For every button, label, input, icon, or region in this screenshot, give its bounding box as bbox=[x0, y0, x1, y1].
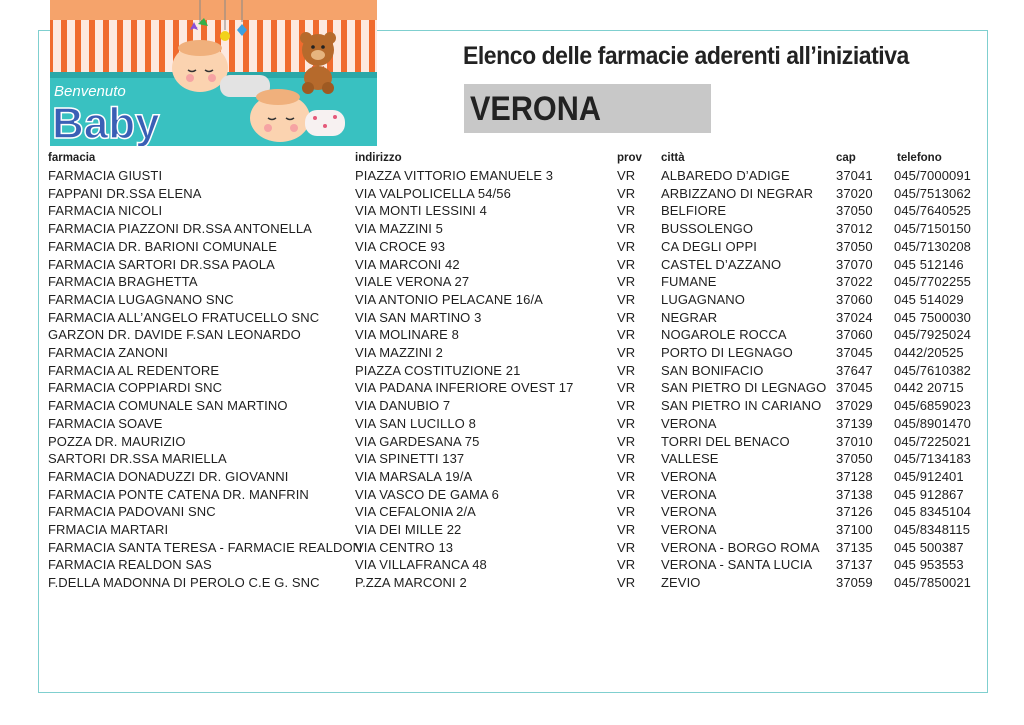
cell-citta: CASTEL D’AZZANO bbox=[661, 256, 782, 272]
cell-farmacia: FARMACIA NICOLI bbox=[48, 203, 163, 219]
cell-indirizzo: VIA SPINETTI 137 bbox=[355, 451, 465, 467]
cell-cap: 37059 bbox=[836, 575, 873, 591]
cell-indirizzo: P.ZZA MARCONI 2 bbox=[355, 575, 467, 591]
cell-farmacia: FARMACIA SANTA TERESA - FARMACIE REALDON bbox=[48, 539, 363, 555]
cell-cap: 37029 bbox=[836, 398, 873, 414]
cell-farmacia: SARTORI DR.SSA MARIELLA bbox=[48, 451, 227, 467]
city-box bbox=[464, 84, 711, 133]
table-row bbox=[0, 540, 1024, 558]
cell-telefono: 045/7000091 bbox=[894, 168, 972, 183]
cell-farmacia: POZZA DR. MAURIZIO bbox=[48, 433, 186, 449]
cell-indirizzo: VIA VILLAFRANCA 48 bbox=[355, 557, 487, 573]
cell-telefono: 045/7925024 bbox=[894, 327, 972, 343]
table-row bbox=[0, 363, 1024, 381]
cell-citta: VERONA bbox=[661, 522, 717, 537]
cell-citta: ALBAREDO D’ADIGE bbox=[661, 168, 790, 183]
cell-farmacia: GARZON DR. DAVIDE F.SAN LEONARDO bbox=[48, 327, 301, 343]
table-row bbox=[0, 487, 1024, 505]
cell-telefono: 045/7134183 bbox=[894, 451, 972, 467]
cell-prov: VR bbox=[617, 380, 636, 396]
cell-citta: SAN PIETRO DI LEGNAGO bbox=[661, 380, 827, 396]
cell-citta: SAN PIETRO IN CARIANO bbox=[661, 398, 822, 414]
cell-citta: ZEVIO bbox=[661, 575, 701, 591]
cell-citta: ARBIZZANO DI NEGRAR bbox=[661, 185, 814, 201]
cell-farmacia: FARMACIA LUGAGNANO SNC bbox=[48, 291, 234, 307]
cell-cap: 37135 bbox=[836, 539, 873, 555]
cell-indirizzo: VIA DEI MILLE 22 bbox=[355, 522, 462, 537]
cell-farmacia: FAPPANI DR.SSA ELENA bbox=[48, 185, 202, 201]
cell-farmacia: FRMACIA MARTARI bbox=[48, 522, 169, 537]
cell-indirizzo: VIA PADANA INFERIORE OVEST 17 bbox=[355, 380, 574, 396]
cell-prov: VR bbox=[617, 557, 636, 573]
cell-telefono: 0442/20525 bbox=[894, 345, 964, 360]
cell-telefono: 0442 20715 bbox=[894, 380, 964, 396]
cell-indirizzo: VIA CEFALONIA 2/A bbox=[355, 504, 476, 520]
cell-cap: 37050 bbox=[836, 238, 873, 254]
cell-indirizzo: VIA ANTONIO PELACANE 16/A bbox=[355, 291, 543, 307]
cell-indirizzo: VIA MARSALA 19/A bbox=[355, 468, 473, 484]
cell-telefono: 045/7150150 bbox=[894, 221, 972, 237]
table-row bbox=[0, 434, 1024, 452]
cell-cap: 37070 bbox=[836, 256, 873, 272]
cell-citta: FUMANE bbox=[661, 274, 717, 290]
cell-citta: VERONA bbox=[661, 415, 717, 431]
cell-cap: 37050 bbox=[836, 451, 873, 467]
table-row bbox=[0, 221, 1024, 239]
cell-farmacia: FARMACIA ALL’ANGELO FRATUCELLO SNC bbox=[48, 309, 320, 325]
cell-farmacia: FARMACIA COPPIARDI SNC bbox=[48, 380, 223, 396]
table-row bbox=[0, 186, 1024, 204]
cell-cap: 37060 bbox=[836, 291, 873, 307]
cell-citta: TORRI DEL BENACO bbox=[661, 433, 790, 449]
cell-telefono: 045/7513062 bbox=[894, 185, 972, 201]
cell-cap: 37100 bbox=[836, 522, 873, 537]
table-row bbox=[0, 168, 1024, 186]
cell-prov: VR bbox=[617, 522, 636, 537]
cell-prov: VR bbox=[617, 168, 636, 183]
cell-farmacia: FARMACIA BRAGHETTA bbox=[48, 274, 198, 290]
cell-indirizzo: VIA GARDESANA 75 bbox=[355, 433, 480, 449]
header-citta: città bbox=[661, 152, 685, 164]
cell-cap: 37138 bbox=[836, 486, 873, 502]
cell-indirizzo: VIA SAN LUCILLO 8 bbox=[355, 415, 476, 431]
table-row bbox=[0, 416, 1024, 434]
banner-baby-text: Baby bbox=[52, 99, 160, 146]
cell-indirizzo: VIA MAZZINI 2 bbox=[355, 345, 443, 360]
cell-cap: 37128 bbox=[836, 468, 873, 484]
cell-farmacia: FARMACIA REALDON SAS bbox=[48, 557, 212, 573]
cell-citta: BELFIORE bbox=[661, 203, 727, 219]
cell-farmacia: F.DELLA MADONNA DI PEROLO C.E G. SNC bbox=[48, 575, 320, 591]
table-row bbox=[0, 451, 1024, 469]
cell-prov: VR bbox=[617, 575, 636, 591]
cell-citta: SAN BONIFACIO bbox=[661, 362, 764, 378]
cell-cap: 37126 bbox=[836, 504, 873, 520]
table-row bbox=[0, 380, 1024, 398]
cell-cap: 37137 bbox=[836, 557, 873, 573]
cell-farmacia: FARMACIA PIAZZONI DR.SSA ANTONELLA bbox=[48, 221, 312, 237]
table-header bbox=[0, 152, 1024, 170]
cell-indirizzo: VIA DANUBIO 7 bbox=[355, 398, 451, 414]
cell-cap: 37647 bbox=[836, 362, 873, 378]
cell-cap: 37024 bbox=[836, 309, 873, 325]
cell-cap: 37050 bbox=[836, 203, 873, 219]
cell-prov: VR bbox=[617, 309, 636, 325]
cell-cap: 37010 bbox=[836, 433, 873, 449]
cell-prov: VR bbox=[617, 433, 636, 449]
cell-citta: CA DEGLI OPPI bbox=[661, 238, 757, 254]
cell-prov: VR bbox=[617, 238, 636, 254]
cell-indirizzo: VIA MONTI LESSINI 4 bbox=[355, 203, 487, 219]
cell-telefono: 045/8348115 bbox=[894, 522, 971, 537]
cell-citta: PORTO DI LEGNAGO bbox=[661, 345, 793, 360]
cell-telefono: 045 500387 bbox=[894, 539, 964, 555]
cell-indirizzo: VIA VASCO DE GAMA 6 bbox=[355, 486, 499, 502]
cell-prov: VR bbox=[617, 345, 636, 360]
cell-prov: VR bbox=[617, 185, 636, 201]
cell-indirizzo: PIAZZA VITTORIO EMANUELE 3 bbox=[355, 168, 554, 183]
cell-farmacia: FARMACIA ZANONI bbox=[48, 345, 168, 360]
header-cap: cap bbox=[836, 152, 856, 164]
cell-citta: VALLESE bbox=[661, 451, 719, 467]
cell-prov: VR bbox=[617, 415, 636, 431]
welcome-baby-banner bbox=[50, 0, 377, 146]
cell-prov: VR bbox=[617, 362, 636, 378]
cell-farmacia: FARMACIA SOAVE bbox=[48, 415, 163, 431]
header-telefono: telefono bbox=[897, 152, 942, 164]
header-prov: prov bbox=[617, 152, 642, 164]
cell-telefono: 045/7640525 bbox=[894, 203, 972, 219]
cell-prov: VR bbox=[617, 291, 636, 307]
table-row bbox=[0, 274, 1024, 292]
cell-citta: VERONA bbox=[661, 504, 717, 520]
cell-citta: BUSSOLENGO bbox=[661, 221, 754, 237]
table-row bbox=[0, 575, 1024, 593]
cell-telefono: 045/7702255 bbox=[894, 274, 972, 290]
cell-citta: NEGRAR bbox=[661, 309, 718, 325]
cell-indirizzo: VIA MARCONI 42 bbox=[355, 256, 460, 272]
table-row bbox=[0, 203, 1024, 221]
cell-cap: 37022 bbox=[836, 274, 873, 290]
cell-cap: 37041 bbox=[836, 168, 873, 183]
cell-prov: VR bbox=[617, 398, 636, 414]
cell-telefono: 045 953553 bbox=[894, 557, 964, 573]
cell-farmacia: FARMACIA SARTORI DR.SSA PAOLA bbox=[48, 256, 275, 272]
cell-cap: 37045 bbox=[836, 380, 873, 396]
cell-citta: VERONA bbox=[661, 468, 717, 484]
cell-telefono: 045/912401 bbox=[894, 468, 964, 484]
cell-telefono: 045/6859023 bbox=[894, 398, 972, 414]
cell-citta: NOGAROLE ROCCA bbox=[661, 327, 787, 343]
table-row bbox=[0, 398, 1024, 416]
cell-prov: VR bbox=[617, 504, 636, 520]
table-row bbox=[0, 310, 1024, 328]
cell-farmacia: FARMACIA PADOVANI SNC bbox=[48, 504, 216, 520]
cell-indirizzo: VIA VALPOLICELLA 54/56 bbox=[355, 185, 511, 201]
cell-indirizzo: PIAZZA COSTITUZIONE 21 bbox=[355, 362, 521, 378]
cell-prov: VR bbox=[617, 486, 636, 502]
cell-indirizzo: VIALE VERONA 27 bbox=[355, 274, 470, 290]
page-title: Elenco delle farmacie aderenti all’iniziativa bbox=[463, 42, 909, 70]
cell-prov: VR bbox=[617, 468, 636, 484]
cell-farmacia: FARMACIA DONADUZZI DR. GIOVANNI bbox=[48, 468, 289, 484]
cell-citta: VERONA bbox=[661, 486, 717, 502]
cell-telefono: 045/8901470 bbox=[894, 415, 972, 431]
city-name: VERONA bbox=[470, 90, 601, 128]
header-indirizzo: indirizzo bbox=[355, 152, 402, 164]
cell-citta: VERONA - SANTA LUCIA bbox=[661, 557, 813, 573]
cell-cap: 37012 bbox=[836, 221, 873, 237]
cell-telefono: 045 8345104 bbox=[894, 504, 972, 520]
cell-indirizzo: VIA CENTRO 13 bbox=[355, 539, 454, 555]
cell-telefono: 045/7130208 bbox=[894, 238, 972, 254]
cell-cap: 37045 bbox=[836, 345, 873, 360]
cell-indirizzo: VIA CROCE 93 bbox=[355, 238, 446, 254]
nursery-illustration bbox=[50, 0, 377, 146]
header-farmacia: farmacia bbox=[48, 152, 96, 164]
banner-welcome-text: Benvenuto bbox=[54, 83, 126, 100]
table-row bbox=[0, 257, 1024, 275]
table-row bbox=[0, 504, 1024, 522]
cell-prov: VR bbox=[617, 274, 636, 290]
cell-telefono: 045 912867 bbox=[894, 486, 964, 502]
cell-cap: 37060 bbox=[836, 327, 873, 343]
table-row bbox=[0, 345, 1024, 363]
table-row bbox=[0, 292, 1024, 310]
table-row bbox=[0, 239, 1024, 257]
cell-prov: VR bbox=[617, 256, 636, 272]
cell-telefono: 045/7225021 bbox=[894, 433, 972, 449]
cell-farmacia: FARMACIA COMUNALE SAN MARTINO bbox=[48, 398, 288, 414]
cell-cap: 37139 bbox=[836, 415, 873, 431]
cell-prov: VR bbox=[617, 327, 636, 343]
cell-cap: 37020 bbox=[836, 185, 873, 201]
cell-telefono: 045/7850021 bbox=[894, 575, 972, 591]
table-row bbox=[0, 327, 1024, 345]
cell-telefono: 045 7500030 bbox=[894, 309, 972, 325]
cell-indirizzo: VIA MOLINARE 8 bbox=[355, 327, 459, 343]
cell-farmacia: FARMACIA AL REDENTORE bbox=[48, 362, 220, 378]
cell-farmacia: FARMACIA GIUSTI bbox=[48, 168, 163, 183]
cell-indirizzo: VIA MAZZINI 5 bbox=[355, 221, 443, 237]
cell-citta: LUGAGNANO bbox=[661, 291, 745, 307]
cell-telefono: 045 514029 bbox=[894, 291, 964, 307]
table-row bbox=[0, 522, 1024, 540]
cell-telefono: 045 512146 bbox=[894, 256, 964, 272]
cell-prov: VR bbox=[617, 221, 636, 237]
cell-prov: VR bbox=[617, 451, 636, 467]
table-row bbox=[0, 469, 1024, 487]
cell-prov: VR bbox=[617, 203, 636, 219]
cell-telefono: 045/7610382 bbox=[894, 362, 972, 378]
cell-farmacia: FARMACIA PONTE CATENA DR. MANFRIN bbox=[48, 486, 309, 502]
cell-prov: VR bbox=[617, 539, 636, 555]
cell-citta: VERONA - BORGO ROMA bbox=[661, 539, 820, 555]
table-row bbox=[0, 557, 1024, 575]
cell-farmacia: FARMACIA DR. BARIONI COMUNALE bbox=[48, 238, 277, 254]
cell-indirizzo: VIA SAN MARTINO 3 bbox=[355, 309, 482, 325]
